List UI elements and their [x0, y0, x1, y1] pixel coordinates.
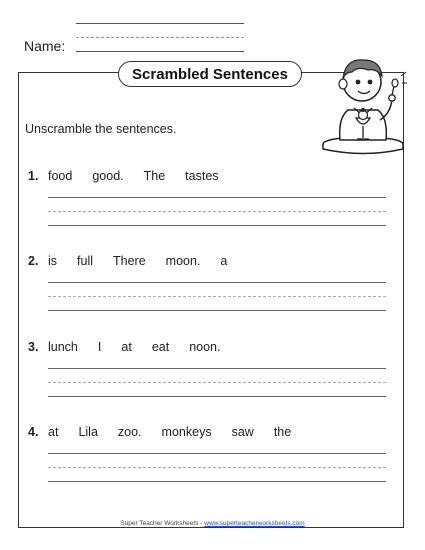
- word: food: [48, 169, 73, 183]
- scrambled-words: [48, 425, 311, 439]
- word: monkeys: [161, 425, 212, 439]
- scrambled-words: [48, 340, 240, 354]
- word: saw: [231, 425, 254, 439]
- footer-separator: -: [200, 520, 203, 527]
- word: good.: [92, 169, 124, 183]
- word: at: [48, 425, 59, 439]
- word: tastes: [185, 169, 219, 183]
- word: the: [273, 425, 292, 439]
- answer-line-bottom: [48, 481, 386, 482]
- worksheet-title: Scrambled Sentences: [118, 61, 302, 87]
- answer-line-dashed: [48, 296, 386, 297]
- name-label: Name:: [24, 38, 66, 54]
- name-line-bottom[interactable]: [76, 51, 244, 52]
- question-number: 3.: [28, 340, 39, 354]
- question-number: 1.: [28, 169, 39, 183]
- answer-line-bottom: [48, 310, 386, 311]
- answer-line-bottom: [48, 396, 386, 397]
- name-line-dashed: [76, 37, 244, 38]
- word: There: [113, 254, 146, 268]
- question-number: 4.: [28, 425, 39, 439]
- scrambled-words: [48, 254, 247, 268]
- word: eat: [151, 340, 170, 354]
- answer-line-dashed: [48, 211, 386, 212]
- word: full: [77, 254, 94, 268]
- question-2: [28, 254, 388, 314]
- answer-line-dashed: [48, 467, 386, 468]
- instruction-text: Unscramble the sentences.: [25, 122, 177, 136]
- question-3: [28, 340, 388, 400]
- answer-line-top[interactable]: [48, 368, 386, 369]
- question-1: [28, 169, 388, 229]
- boy-eating-ice-cream-illustration: [318, 48, 408, 160]
- scrambled-words: [48, 169, 239, 183]
- word: moon.: [165, 254, 201, 268]
- answer-line-dashed: [48, 382, 386, 383]
- answer-line-top[interactable]: [48, 197, 386, 198]
- name-line-top: [76, 23, 244, 24]
- word: noon.: [189, 340, 221, 354]
- answer-line-bottom: [48, 225, 386, 226]
- word: at: [121, 340, 132, 354]
- question-4: [28, 425, 388, 485]
- footer-link[interactable]: www.superteacherworksheets.com: [204, 520, 305, 527]
- answer-line-top[interactable]: [48, 453, 386, 454]
- word: The: [143, 169, 166, 183]
- word: Lila: [78, 425, 98, 439]
- answer-line-top[interactable]: [48, 282, 386, 283]
- footer-publisher: Super Teacher Worksheets: [120, 520, 199, 527]
- question-number: 2.: [28, 254, 39, 268]
- word: zoo.: [117, 425, 142, 439]
- word: I: [97, 340, 102, 354]
- word: a: [220, 254, 228, 268]
- footer: [0, 520, 425, 527]
- word: is: [48, 254, 58, 268]
- word: lunch: [48, 340, 78, 354]
